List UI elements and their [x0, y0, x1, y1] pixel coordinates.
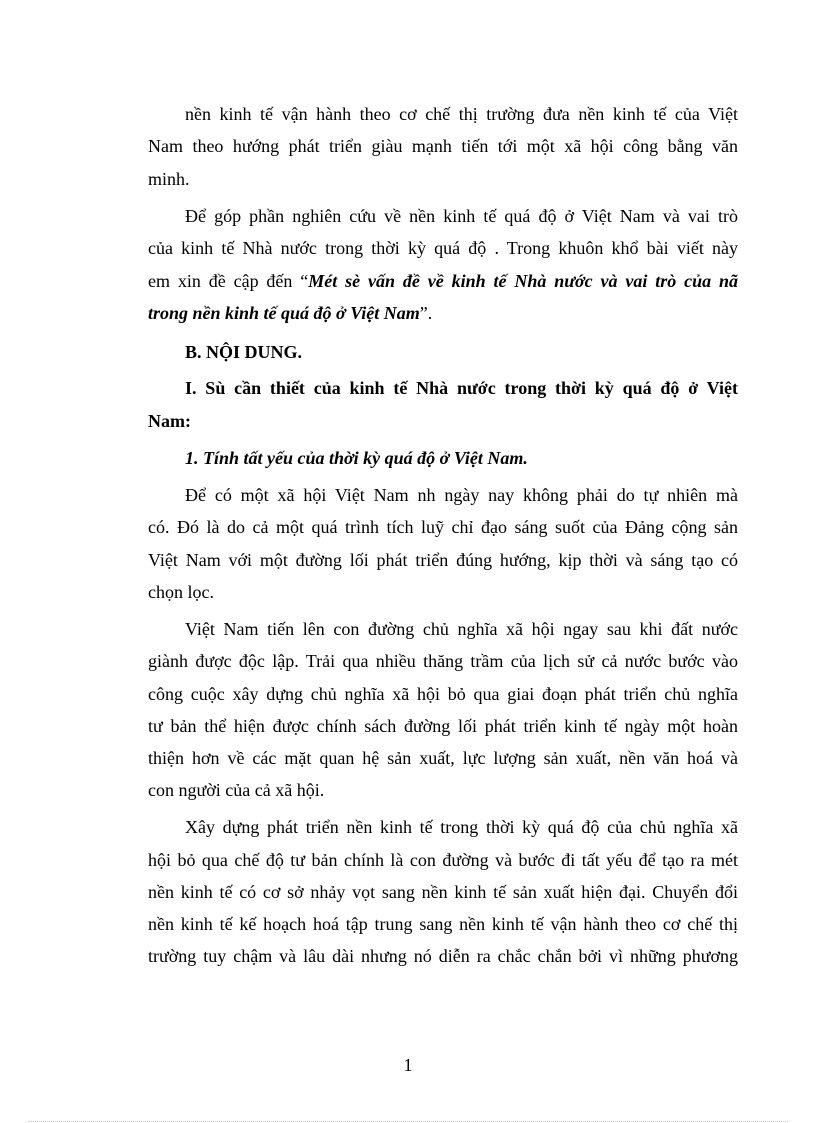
paragraph-1-line-2: Nam theo hướng phát triển giàu mạnh tiến tới một xã hội công bằng văn — [148, 136, 738, 156]
subsection-heading-1: 1. Tính tất yếu của thời kỳ quá độ ở Việt Nam. — [185, 448, 528, 468]
paragraph-2-line-4-emphasis: trong nền kinh tế quá độ ở Việt Nam — [148, 303, 420, 323]
paragraph-3-line-4: chọn lọc. — [148, 582, 214, 602]
paragraph-3-line-1: Để có một xã hội Việt Nam nh ngày nay không phải do tự nhiên mà — [185, 485, 738, 505]
paragraph-2-line-4-suffix: ”. — [419, 303, 433, 323]
paragraph-4-line-2: giành được độc lập. Trải qua nhiều thăng trầm của lịch sử cả nước bước vào — [148, 651, 738, 671]
paragraph-1-line-3: minh. — [148, 169, 190, 189]
paragraph-3-line-3: Việt Nam với một đường lối phát triển đúng hướng, kịp thời và sáng tạo có — [148, 550, 738, 570]
paragraph-5-line-2: hội bỏ qua chế độ tư bản chính là con đường và bước đi tất yếu để tạo ra mét — [148, 850, 738, 870]
paragraph-2-line-4 — [148, 302, 432, 324]
paragraph-2-line-3-prefix: em xin đề cập đến “ — [148, 271, 309, 291]
paragraph-2-line-3-emphasis: Mét sè vấn đề về kinh tế Nhà nước và vai trò của nã — [308, 271, 739, 291]
paragraph-1-line-1: nền kinh tế vận hành theo cơ chế thị trường đưa nền kinh tế của Việt — [185, 104, 738, 124]
paragraph-3-line-2: có. Đó là do cả một quá trình tích luỹ chỉ đạo sáng suốt của Đảng cộng sản — [148, 517, 738, 537]
section-heading-i-line-2: Nam: — [148, 411, 191, 431]
page-number: 1 — [403, 1055, 413, 1075]
paragraph-4-line-6: con người của cả xã hội. — [148, 780, 325, 800]
paragraph-2-line-2: của kinh tế Nhà nước trong thời kỳ quá độ . Trong khuôn khổ bài viết này — [148, 238, 738, 258]
section-heading-i-line-1: I. Sù cần thiết của kinh tế Nhà nước trong thời kỳ quá độ ở Việt — [185, 378, 738, 398]
section-heading-b: B. NỘI DUNG. — [185, 342, 303, 362]
paragraph-4-line-5: thiện hơn về các mặt quan hệ sản xuất, lực lượng sản xuất, nền văn hoá và — [148, 748, 738, 768]
paragraph-4-line-4: tư bản thể hiện được chính sách đường lối phát triển kinh tế ngày một hoàn — [148, 716, 738, 736]
paragraph-5-line-1: Xây dựng phát triển nền kinh tế trong thời kỳ quá độ của chủ nghĩa xã — [185, 817, 738, 837]
paragraph-5-line-3: nền kinh tế có cơ sở nhảy vọt sang nền kinh tế sản xuất hiện đại. Chuyển đổi — [148, 882, 738, 902]
paragraph-4-line-1: Việt Nam tiến lên con đường chủ nghĩa xã hội ngay sau khi đất nước — [185, 619, 738, 639]
paragraph-4-line-3: công cuộc xây dựng chủ nghĩa xã hội bỏ qua giai đoạn phát triển chủ nghĩa — [148, 684, 738, 704]
paragraph-2-line-3 — [148, 270, 738, 292]
paragraph-5-line-4: nền kinh tế kế hoạch hoá tập trung sang nền kinh tế vận hành theo cơ chế thị — [148, 914, 738, 934]
page-bottom-divider — [28, 1121, 788, 1122]
paragraph-2-line-1: Để góp phần nghiên cứu về nền kinh tế quá độ ở Việt Nam và vai trò — [185, 206, 738, 226]
paragraph-5-line-5: trường tuy chậm và lâu dài nhưng nó diễn ra chắc chắn bởi vì những phương — [148, 946, 738, 966]
